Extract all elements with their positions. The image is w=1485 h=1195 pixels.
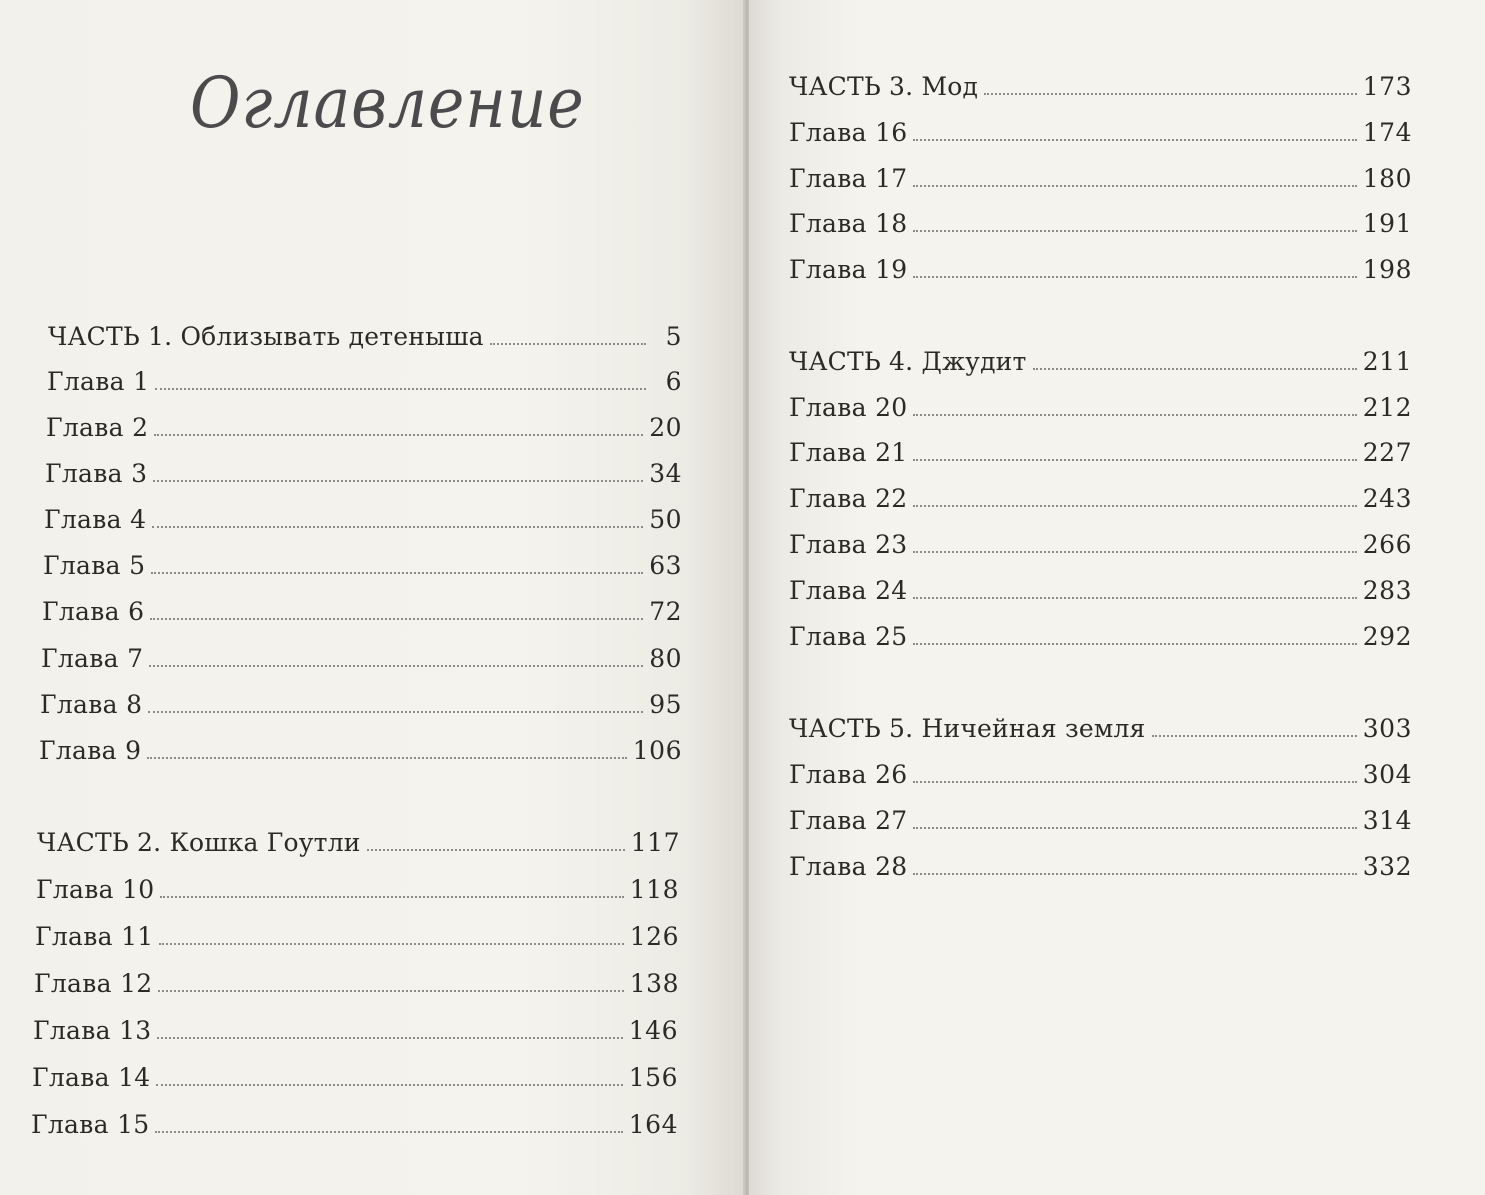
toc-page-number: 126 [629,922,679,951]
toc-chapter-label: Глава 4 [44,505,147,534]
toc-page-number: 50 [649,505,682,534]
leader-dots [913,275,1356,278]
leader-dots [1152,734,1357,737]
toc-page-number: 292 [1362,622,1412,651]
toc-chapter-label: Глава 10 [36,875,155,904]
leader-dots [156,1083,622,1086]
toc-chapter-14 [32,1061,678,1095]
toc-chapter-28 [789,850,1412,884]
toc-chapter-label: Глава 1 [47,367,150,396]
toc-chapter-11 [35,920,679,954]
toc-chapter-label: Глава 22 [789,484,908,513]
toc-page-number: 211 [1362,347,1412,376]
toc-chapter-label: Глава 5 [43,551,146,580]
toc-part-label: ЧАСТЬ 1. Облизывать детеныша [48,322,484,351]
toc-page-number: 180 [1362,164,1412,193]
toc-chapter-27 [789,804,1412,838]
leader-dots [152,525,643,528]
toc-chapter-label: Глава 25 [789,622,908,651]
toc-page-number: 5 [665,322,682,351]
toc-part-label: ЧАСТЬ 2. Кошка Гоутли [37,828,361,857]
toc-part-2 [37,826,680,860]
leader-dots [913,413,1356,416]
toc-chapter-24 [789,574,1412,608]
toc-chapter-label: Глава 3 [45,459,148,488]
toc-page-number: 227 [1362,438,1412,467]
toc-part-label: ЧАСТЬ 4. Джудит [789,347,1027,376]
toc-chapter-25 [789,620,1412,654]
leader-dots [149,664,643,667]
toc-page-number: 138 [629,969,679,998]
toc-chapter-label: Глава 2 [46,413,149,442]
toc-chapter-21 [789,436,1412,470]
toc-chapter-4 [44,503,682,537]
toc-chapter-label: Глава 27 [789,806,908,835]
leader-dots [913,458,1356,461]
leader-dots [913,138,1356,141]
toc-chapter-label: Глава 19 [789,255,908,284]
leader-dots [913,826,1356,829]
toc-chapter-26 [789,758,1412,792]
leader-dots [367,848,625,851]
leader-dots [1033,367,1357,370]
leader-dots [158,989,623,992]
leader-dots [913,504,1356,507]
leader-dots [155,1130,622,1133]
toc-part-4 [789,345,1412,379]
toc-chapter-label: Глава 12 [34,969,153,998]
toc-chapter-23 [789,528,1412,562]
toc-chapter-label: Глава 14 [32,1063,151,1092]
toc-page-number: 303 [1362,714,1412,743]
toc-chapter-20 [789,391,1412,425]
toc-chapter-2 [46,411,682,445]
toc-chapter-label: Глава 21 [789,438,908,467]
toc-chapter-1 [47,365,682,399]
toc-page-number: 63 [649,551,682,580]
leader-dots [913,596,1356,599]
toc-page-number: 304 [1362,760,1412,789]
toc-chapter-label: Глава 23 [789,530,908,559]
toc-chapter-3 [45,457,682,491]
toc-page-number: 174 [1362,118,1412,147]
toc-page-number: 198 [1362,255,1412,284]
toc-part-label: ЧАСТЬ 3. Мод [789,72,979,101]
toc-chapter-19 [789,253,1412,287]
toc-chapter-22 [789,482,1412,516]
leader-dots [148,710,643,713]
leader-dots [159,942,623,945]
toc-page-number: 173 [1362,72,1412,101]
leader-dots [913,550,1356,553]
leader-dots [913,780,1356,783]
toc-chapter-label: Глава 16 [789,118,908,147]
leader-dots [913,229,1356,232]
toc-chapter-10 [36,873,679,907]
toc-page-number: 34 [649,459,682,488]
toc-chapter-label: Глава 8 [40,690,143,719]
toc-chapter-label: Глава 9 [39,736,142,765]
toc-page-number: 6 [665,367,682,396]
toc-chapter-8 [40,688,682,722]
toc-chapter-7 [41,642,682,676]
toc-chapter-9 [39,734,682,768]
toc-chapter-label: Глава 26 [789,760,908,789]
leader-dots [490,342,646,345]
leader-dots [155,387,646,390]
toc-chapter-label: Глава 17 [789,164,908,193]
toc-page-number: 283 [1362,576,1412,605]
leader-dots [913,184,1356,187]
toc-page-number: 80 [649,644,682,673]
toc-page-number: 191 [1362,209,1412,238]
toc-page-number: 95 [649,690,682,719]
toc-chapter-label: Глава 13 [33,1016,152,1045]
toc-page-number: 266 [1362,530,1412,559]
toc-page-number: 72 [649,597,682,626]
toc-chapter-17 [789,162,1412,196]
toc-chapter-label: Глава 24 [789,576,908,605]
toc-chapter-16 [789,116,1412,150]
toc-chapter-label: Глава 28 [789,852,908,881]
toc-chapter-12 [34,967,679,1001]
toc-page-number: 146 [628,1016,678,1045]
leader-dots [913,642,1356,645]
toc-part-label: ЧАСТЬ 5. Ничейная земля [789,714,1146,743]
leader-dots [913,872,1356,875]
leader-dots [154,433,643,436]
toc-chapter-label: Глава 15 [31,1110,150,1139]
toc-chapter-5 [43,549,682,583]
toc-page-number: 164 [628,1110,678,1139]
toc-page-number: 156 [628,1063,678,1092]
toc-title: Оглавление [190,62,585,144]
toc-part-5 [789,712,1412,746]
toc-page-number: 212 [1362,393,1412,422]
toc-page-number: 117 [630,828,680,857]
toc-page-number: 20 [649,413,682,442]
leader-dots [147,756,627,759]
toc-chapter-15 [31,1108,678,1142]
leader-dots [157,1036,622,1039]
toc-page-number: 106 [632,736,682,765]
toc-page-number: 243 [1362,484,1412,513]
toc-chapter-label: Глава 6 [42,597,145,626]
leader-dots [984,92,1357,95]
toc-chapter-13 [33,1014,678,1048]
toc-part-1 [48,320,682,354]
toc-page-number: 118 [629,875,679,904]
toc-chapter-label: Глава 20 [789,393,908,422]
toc-chapter-label: Глава 11 [35,922,154,951]
toc-page-number: 314 [1362,806,1412,835]
right-page [749,0,1485,1195]
leader-dots [151,571,643,574]
toc-chapter-6 [42,595,682,629]
toc-chapter-label: Глава 18 [789,209,908,238]
toc-page-number: 332 [1362,852,1412,881]
leader-dots [160,895,623,898]
toc-part-3 [789,70,1412,104]
toc-chapter-18 [789,207,1412,241]
leader-dots [150,617,643,620]
toc-chapter-label: Глава 7 [41,644,144,673]
leader-dots [153,479,643,482]
